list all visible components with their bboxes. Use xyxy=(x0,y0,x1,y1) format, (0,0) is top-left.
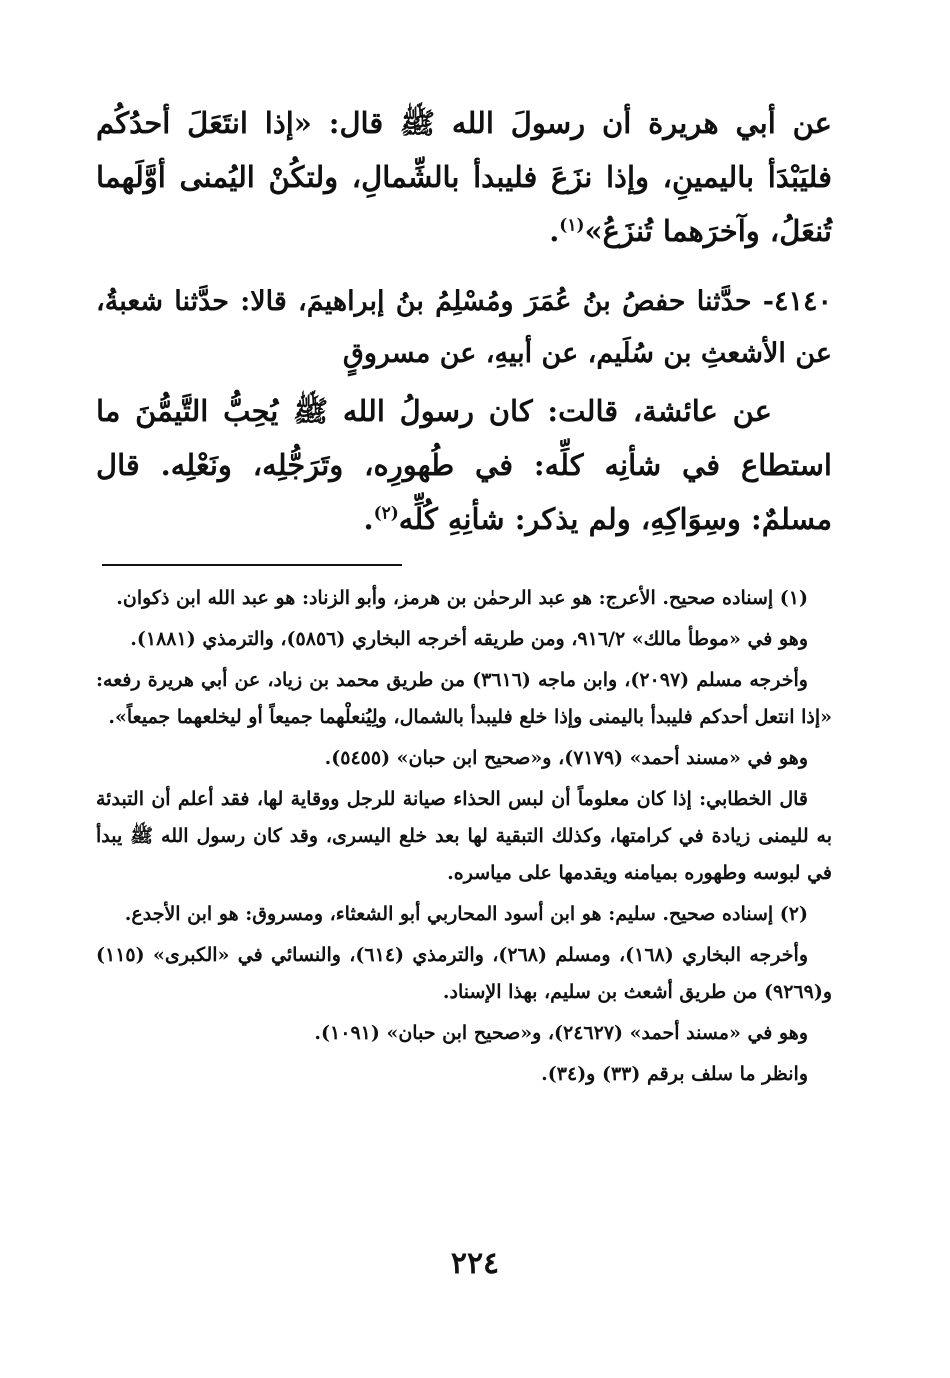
footnote-paragraph: وأخرجه مسلم (٢٠٩٧)، وابن ماجه (٣٦١٦) من طريق محمد بن زياد، عن أبي هريرة رفعه: «إذا انتعل أحدكم فليبدأ باليمنى وإذا خلع فليبدأ بالشمال، ولِيُنعلْهما جميعاً أو ليخلعهما جميعاً». xyxy=(96,669,832,728)
page-body xyxy=(96,96,832,1097)
hadith-2-body: عن عائشة، قالت: كان رسولُ الله ﷺ يُحِبُّ التَّيمُّنَ ما استطاع في شأنِه كلِّه: في طُهورِه، وتَرَجُّلِه، ونَعْلِه. قال مسلمٌ: وسِوَاكِهِ، ولم يذكر: شأنِهِ كُلِّه xyxy=(96,394,832,536)
isnad-4140: ٤١٤٠- حدَّثنا حفصُ بنُ عُمَرَ ومُسْلِمُ بنُ إبراهيمَ، قالا: حدَّثنا شعبةُ، عن الأشعثِ بن سُلَيم، عن أبيهِ، عن مسروقٍ xyxy=(96,286,832,369)
hadith-2-end: . xyxy=(363,502,374,536)
footnotes xyxy=(96,580,832,1093)
footnote-paragraph: وهو في «مسند أحمد» (٧١٧٩)، و«صحيح ابن حبان» (٥٤٥٥). xyxy=(324,747,808,769)
footnote-paragraph: قال الخطابي: إذا كان معلوماً أن لبس الحذاء صيانة للرجل ووقاية لها، فقد أعلم أن التبدئة به لليمنى زيادة في كرامتها، وكذلك التبقية لها بعد خلع اليسرى، وقد كان رسول الله ﷺ يبدأ في لبوسه وطهوره بميامنه ويقدمها على مياسره. xyxy=(96,788,832,884)
footnote-paragraph: وهو في «موطأ مالك» ٩١٦/٢، ومن طريقه أخرجه البخاري (٥٨٥٦)، والترمذي (١٨٨١). xyxy=(130,628,808,650)
footnote-paragraph: وانظر ما سلف برقم (٣٣) و(٣٤). xyxy=(541,1063,808,1085)
footnote-divider xyxy=(102,564,402,566)
footnote-ref-2: (٢) xyxy=(373,503,399,524)
footnote-paragraph: (٢) إسناده صحيح. سليم: هو ابن أسود المحاربي أبو الشعثاء، ومسروق: هو ابن الأجدع. xyxy=(124,903,808,925)
main-text xyxy=(96,96,832,546)
footnote-paragraph: (١) إسناده صحيح. الأعرج: هو عبد الرحمٰن بن هرمز، وأبو الزناد: هو عبد الله ابن ذكوان. xyxy=(116,587,808,609)
hadith-1-body: عن أبي هريرة أن رسولَ الله ﷺ قال: «إذا انتَعَلَ أحدُكُم فليَبْدَأ باليمينِ، وإذا نزَعَ فليبدأ بالشِّمالِ، ولتكُنْ اليُمنى أوَّلَهما تُنعَلُ، وآخرَهما تُنزَعُ» xyxy=(96,106,832,248)
hadith-text-1 xyxy=(96,96,832,258)
footnote-ref-1: (١) xyxy=(559,215,585,236)
footnote-paragraph: وأخرجه البخاري (١٦٨)، ومسلم (٢٦٨)، والترمذي (٦١٤)، والنسائي في «الكبرى» (١١٥) و(٩٢٦٩) من طريق أشعث بن سليم، بهذا الإسناد. xyxy=(96,944,832,1003)
hadith-text-2 xyxy=(96,384,832,546)
hadith-1-end: . xyxy=(549,214,560,248)
page-number: ٢٢٤ xyxy=(450,1246,500,1281)
footnote-paragraph: وهو في «مسند أحمد» (٢٤٦٢٧)، و«صحيح ابن حبان» (١٠٩١). xyxy=(314,1022,808,1044)
